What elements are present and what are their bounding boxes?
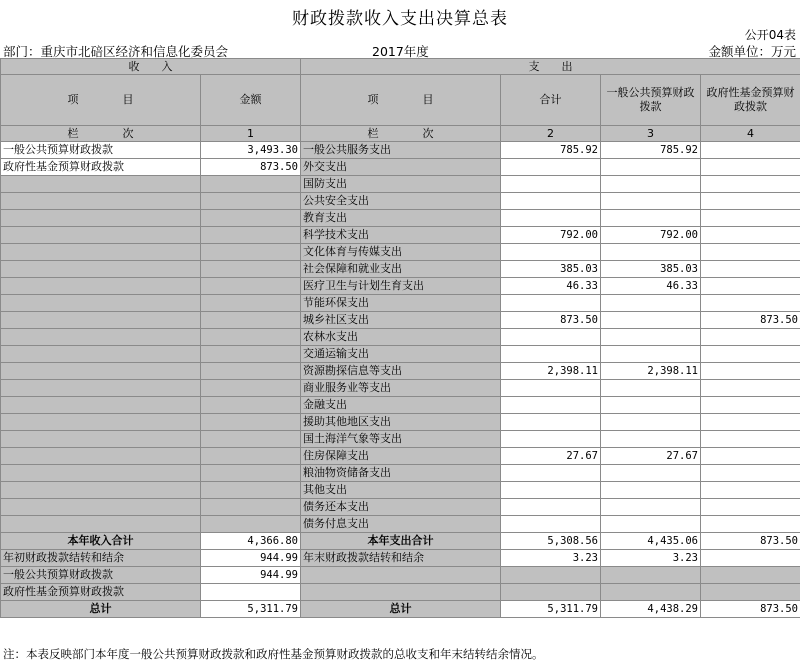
income-item-label xyxy=(1,210,201,227)
year-expense-fund: 873.50 xyxy=(701,533,800,550)
column-index-4: 4 xyxy=(701,126,800,142)
table-row xyxy=(1,193,800,210)
income-amount xyxy=(201,278,301,295)
expense-gov-fund xyxy=(701,482,800,499)
expense-gov-fund xyxy=(701,465,800,482)
income-amount xyxy=(201,482,301,499)
income-amount xyxy=(201,329,301,346)
income-item-label xyxy=(1,448,201,465)
footnote: 注：本表反映部门本年度一般公共预算财政拨款和政府性基金预算财政拨款的总收支和年末结转结余情况。 xyxy=(3,647,544,661)
year-income-value: 4,366.80 xyxy=(201,533,301,550)
carryover-label: 年初财政拨款结转和结余 xyxy=(1,550,201,567)
expense-gov-fund xyxy=(701,210,800,227)
expense-item-label: 教育支出 xyxy=(301,210,501,227)
table-row xyxy=(1,142,800,159)
expense-item-label: 债务付息支出 xyxy=(301,516,501,533)
carryover-sub-row-2 xyxy=(1,584,800,601)
expense-gov-fund xyxy=(701,499,800,516)
expense-item-label: 援助其他地区支出 xyxy=(301,414,501,431)
expense-item-label: 农林水支出 xyxy=(301,329,501,346)
expense-gov-fund xyxy=(701,397,800,414)
income-item-label xyxy=(1,295,201,312)
expense-gov-fund xyxy=(701,295,800,312)
expense-gov-fund xyxy=(701,261,800,278)
blank-cell xyxy=(301,584,501,601)
expense-general-budget: 792.00 xyxy=(601,227,701,244)
expense-item-header: 项 目 xyxy=(301,75,501,126)
end-carry-general: 3.23 xyxy=(601,550,701,567)
expense-item-label: 医疗卫生与计划生育支出 xyxy=(301,278,501,295)
expense-general-budget xyxy=(601,499,701,516)
expense-general-budget xyxy=(601,329,701,346)
carryover-sub2-label: 政府性基金预算财政拨款 xyxy=(1,584,201,601)
header-row-columns xyxy=(1,75,800,126)
income-amount xyxy=(201,261,301,278)
grand-out-label: 总计 xyxy=(301,601,501,618)
expense-item-label: 金融支出 xyxy=(301,397,501,414)
income-amount xyxy=(201,380,301,397)
table-row xyxy=(1,431,800,448)
year-expense-general: 4,435.06 xyxy=(601,533,701,550)
income-amount xyxy=(201,295,301,312)
expense-total xyxy=(501,244,601,261)
income-item-label: 政府性基金预算财政拨款 xyxy=(1,159,201,176)
expense-general-budget xyxy=(601,193,701,210)
income-item-label xyxy=(1,414,201,431)
department-label: 部门：重庆市北碚区经济和信息化委员会 xyxy=(3,44,229,59)
table-row xyxy=(1,227,800,244)
expense-item-label: 资源勘探信息等支出 xyxy=(301,363,501,380)
expense-item-label: 文化体育与传媒支出 xyxy=(301,244,501,261)
income-amount xyxy=(201,499,301,516)
income-item-label xyxy=(1,261,201,278)
expense-general-budget xyxy=(601,516,701,533)
income-item-label xyxy=(1,499,201,516)
income-amount xyxy=(201,465,301,482)
blank-cell xyxy=(601,584,701,601)
grand-out-general: 4,438.29 xyxy=(601,601,701,618)
expense-general-budget xyxy=(601,210,701,227)
expense-total xyxy=(501,414,601,431)
end-carry-total: 3.23 xyxy=(501,550,601,567)
carryover-sub1-label: 一般公共预算财政拨款 xyxy=(1,567,201,584)
grand-total-row xyxy=(1,601,800,618)
expense-total xyxy=(501,329,601,346)
table-row xyxy=(1,516,800,533)
expense-total xyxy=(501,346,601,363)
expense-item-label: 节能环保支出 xyxy=(301,295,501,312)
year-expense-total: 5,308.56 xyxy=(501,533,601,550)
income-item-label: 一般公共预算财政拨款 xyxy=(1,142,201,159)
expense-gov-fund: 873.50 xyxy=(701,312,800,329)
column-index-2: 2 xyxy=(501,126,601,142)
budget-summary-table xyxy=(0,58,800,618)
expense-gov-fund xyxy=(701,244,800,261)
expense-gov-fund xyxy=(701,159,800,176)
expense-general-budget: 27.67 xyxy=(601,448,701,465)
expense-total xyxy=(501,210,601,227)
table-row xyxy=(1,465,800,482)
carryover-sub1-value: 944.99 xyxy=(201,567,301,584)
expense-item-label: 交通运输支出 xyxy=(301,346,501,363)
expense-item-label: 商业服务业等支出 xyxy=(301,380,501,397)
expense-general-budget xyxy=(601,312,701,329)
expense-total: 873.50 xyxy=(501,312,601,329)
table-row xyxy=(1,295,800,312)
expense-total xyxy=(501,482,601,499)
blank-cell xyxy=(601,567,701,584)
income-item-label xyxy=(1,380,201,397)
year-income-label: 本年收入合计 xyxy=(1,533,201,550)
income-amount xyxy=(201,397,301,414)
income-item-label xyxy=(1,227,201,244)
expense-total xyxy=(501,380,601,397)
income-amount xyxy=(201,448,301,465)
income-amount: 873.50 xyxy=(201,159,301,176)
income-item-label xyxy=(1,278,201,295)
table-row xyxy=(1,397,800,414)
expense-gov-fund xyxy=(701,431,800,448)
blank-cell xyxy=(301,567,501,584)
table-row xyxy=(1,210,800,227)
expense-item-label: 公共安全支出 xyxy=(301,193,501,210)
income-amount xyxy=(201,244,301,261)
income-amount xyxy=(201,193,301,210)
income-item-label xyxy=(1,363,201,380)
expense-general-budget: 2,398.11 xyxy=(601,363,701,380)
expense-gov-fund xyxy=(701,176,800,193)
header-row-index xyxy=(1,126,800,142)
expense-item-label: 科学技术支出 xyxy=(301,227,501,244)
income-item-label xyxy=(1,329,201,346)
table-row xyxy=(1,312,800,329)
expense-item-label: 外交支出 xyxy=(301,159,501,176)
expense-total: 27.67 xyxy=(501,448,601,465)
expense-total: 785.92 xyxy=(501,142,601,159)
expense-general-budget: 46.33 xyxy=(601,278,701,295)
year-total-row xyxy=(1,533,800,550)
expense-general-budget xyxy=(601,414,701,431)
carryover-sub2-value xyxy=(201,584,301,601)
expense-gov-fund xyxy=(701,227,800,244)
income-item-label xyxy=(1,397,201,414)
expense-item-label: 城乡社区支出 xyxy=(301,312,501,329)
expense-gov-fund xyxy=(701,346,800,363)
expense-item-label: 债务还本支出 xyxy=(301,499,501,516)
income-amount xyxy=(201,227,301,244)
expense-total: 385.03 xyxy=(501,261,601,278)
expense-gov-fund xyxy=(701,278,800,295)
expense-total xyxy=(501,465,601,482)
income-item-label xyxy=(1,482,201,499)
expense-item-label: 住房保障支出 xyxy=(301,448,501,465)
column-index-left-label: 栏 次 xyxy=(1,126,201,142)
expense-general-budget xyxy=(601,176,701,193)
expense-total xyxy=(501,295,601,312)
income-amount xyxy=(201,414,301,431)
expense-item-label: 国土海洋气象等支出 xyxy=(301,431,501,448)
expense-general-budget xyxy=(601,397,701,414)
expense-item-label: 国防支出 xyxy=(301,176,501,193)
income-amount xyxy=(201,176,301,193)
blank-cell xyxy=(701,584,800,601)
expense-general-budget xyxy=(601,244,701,261)
grand-in-label: 总计 xyxy=(1,601,201,618)
table-row xyxy=(1,278,800,295)
table-row xyxy=(1,482,800,499)
year-expense-label: 本年支出合计 xyxy=(301,533,501,550)
expense-total xyxy=(501,516,601,533)
table-row xyxy=(1,363,800,380)
expense-gov-fund xyxy=(701,363,800,380)
expense-total: 2,398.11 xyxy=(501,363,601,380)
amount-unit: 金额单位：万元 xyxy=(708,44,796,59)
table-row xyxy=(1,261,800,278)
gov-fund-header: 政府性基金预算财政拨款 xyxy=(701,75,800,126)
expense-general-budget xyxy=(601,380,701,397)
expense-header: 支 出 xyxy=(301,59,800,75)
income-item-label xyxy=(1,244,201,261)
grand-out-fund: 873.50 xyxy=(701,601,800,618)
expense-general-budget xyxy=(601,482,701,499)
income-item-label xyxy=(1,176,201,193)
income-header: 收 入 xyxy=(1,59,301,75)
expense-gov-fund xyxy=(701,142,800,159)
form-number: 公开04表 xyxy=(744,28,796,42)
expense-general-budget xyxy=(601,159,701,176)
header-row-section xyxy=(1,59,800,75)
report-title: 财政拨款收入支出决算总表 xyxy=(292,9,508,29)
expense-gov-fund xyxy=(701,329,800,346)
table-row xyxy=(1,159,800,176)
expense-gov-fund xyxy=(701,448,800,465)
income-amount xyxy=(201,346,301,363)
income-item-label xyxy=(1,431,201,448)
blank-cell xyxy=(701,567,800,584)
income-item-label xyxy=(1,516,201,533)
expense-total xyxy=(501,431,601,448)
expense-total: 46.33 xyxy=(501,278,601,295)
income-amount-header: 金额 xyxy=(201,75,301,126)
table-row xyxy=(1,329,800,346)
income-item-label xyxy=(1,346,201,363)
income-amount xyxy=(201,210,301,227)
column-index-1: 1 xyxy=(201,126,301,142)
income-item-header: 项 目 xyxy=(1,75,201,126)
expense-item-label: 粮油物资储备支出 xyxy=(301,465,501,482)
expense-total: 792.00 xyxy=(501,227,601,244)
expense-gov-fund xyxy=(701,414,800,431)
carryover-row xyxy=(1,550,800,567)
grand-out-total: 5,311.79 xyxy=(501,601,601,618)
income-amount: 3,493.30 xyxy=(201,142,301,159)
table-row xyxy=(1,499,800,516)
income-amount xyxy=(201,363,301,380)
carryover-value: 944.99 xyxy=(201,550,301,567)
expense-general-budget: 385.03 xyxy=(601,261,701,278)
expense-general-budget xyxy=(601,346,701,363)
expense-general-budget xyxy=(601,465,701,482)
income-amount xyxy=(201,516,301,533)
income-amount xyxy=(201,431,301,448)
general-budget-header: 一般公共预算财政拨款 xyxy=(601,75,701,126)
end-carry-label: 年末财政拨款结转和结余 xyxy=(301,550,501,567)
expense-item-label: 其他支出 xyxy=(301,482,501,499)
expense-total xyxy=(501,397,601,414)
expense-item-label: 社会保障和就业支出 xyxy=(301,261,501,278)
expense-total xyxy=(501,159,601,176)
fiscal-year: 2017年度 xyxy=(372,44,429,59)
expense-gov-fund xyxy=(701,193,800,210)
expense-gov-fund xyxy=(701,516,800,533)
expense-total xyxy=(501,176,601,193)
table-row xyxy=(1,176,800,193)
grand-in-value: 5,311.79 xyxy=(201,601,301,618)
blank-cell xyxy=(501,584,601,601)
expense-general-budget xyxy=(601,431,701,448)
income-item-label xyxy=(1,312,201,329)
expense-total xyxy=(501,193,601,210)
expense-gov-fund xyxy=(701,380,800,397)
table-row xyxy=(1,244,800,261)
income-amount xyxy=(201,312,301,329)
table-row xyxy=(1,380,800,397)
income-item-label xyxy=(1,193,201,210)
expense-general-budget xyxy=(601,295,701,312)
column-index-3: 3 xyxy=(601,126,701,142)
end-carry-fund xyxy=(701,550,800,567)
expense-general-budget: 785.92 xyxy=(601,142,701,159)
table-row xyxy=(1,448,800,465)
table-row xyxy=(1,346,800,363)
income-item-label xyxy=(1,465,201,482)
expense-total xyxy=(501,499,601,516)
column-index-right-label: 栏 次 xyxy=(301,126,501,142)
table-row xyxy=(1,414,800,431)
blank-cell xyxy=(501,567,601,584)
carryover-sub-row-1 xyxy=(1,567,800,584)
expense-total-header: 合计 xyxy=(501,75,601,126)
expense-item-label: 一般公共服务支出 xyxy=(301,142,501,159)
